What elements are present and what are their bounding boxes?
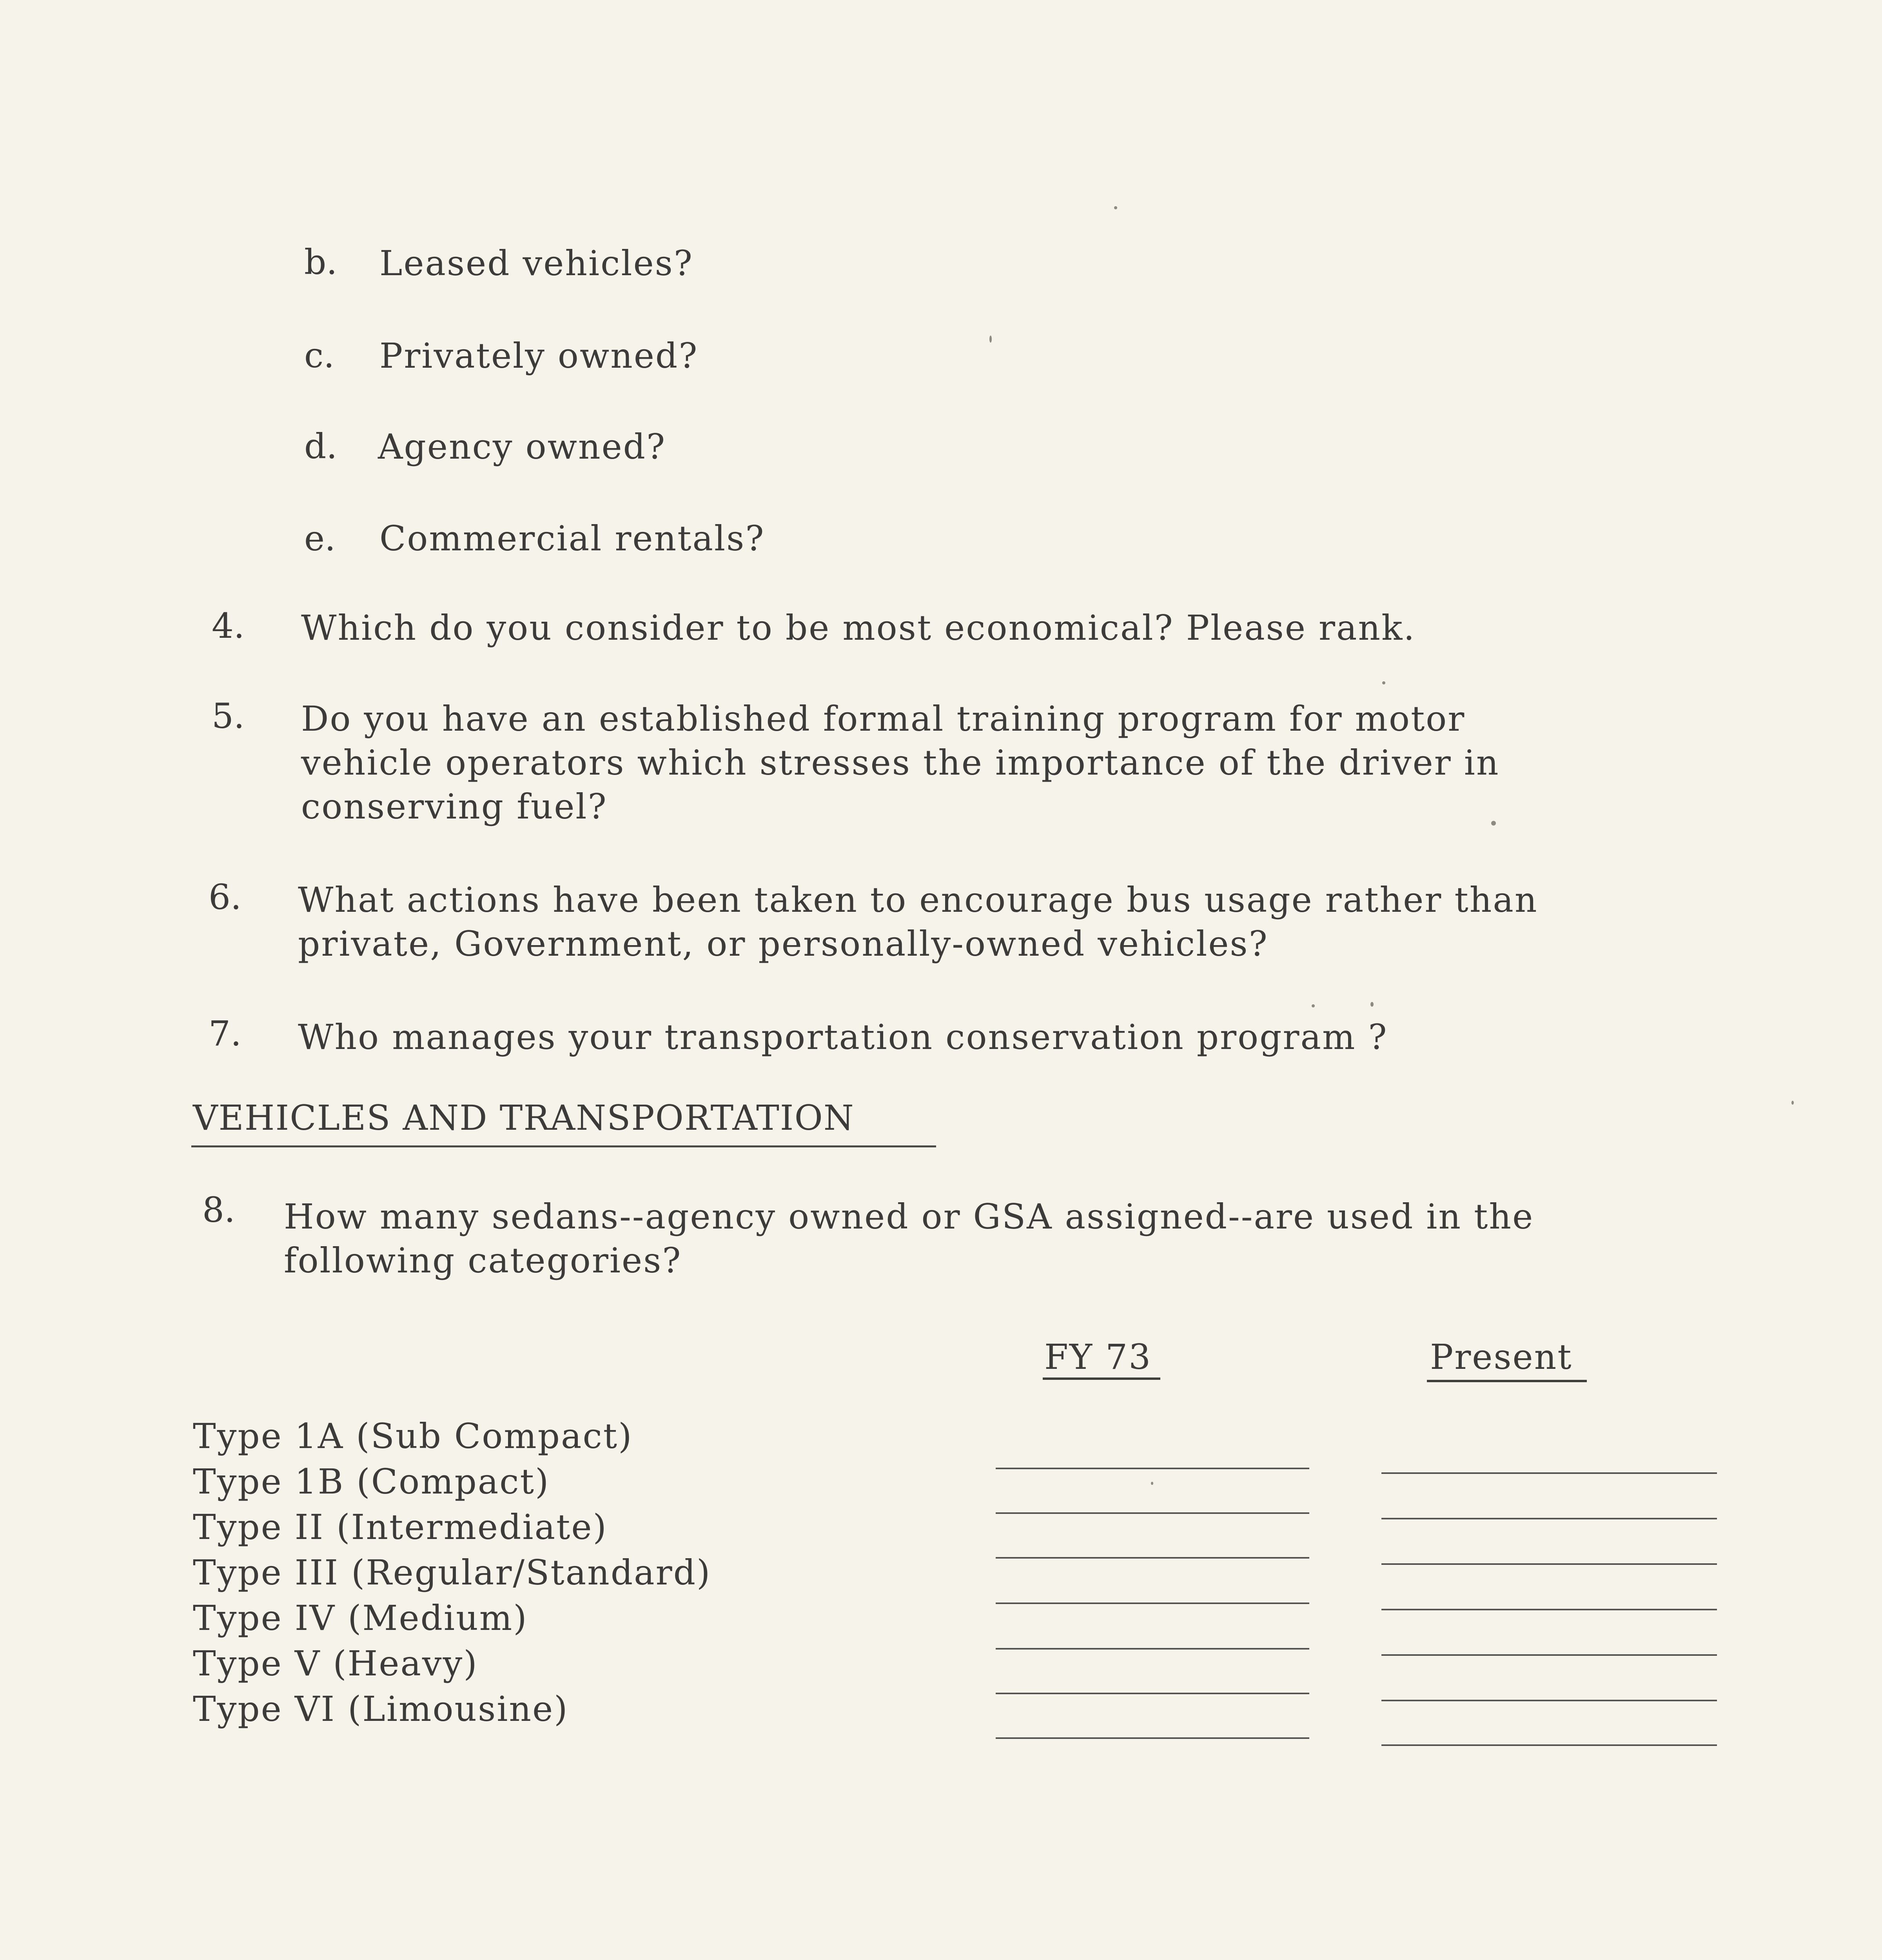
fy73-blank-line — [996, 1693, 1309, 1694]
question-8-text — [284, 1195, 1534, 1283]
question-5-number: 5. — [212, 696, 245, 736]
question-6-number: 6. — [209, 877, 241, 917]
question-4-text — [301, 606, 1416, 650]
row-label-type-ii: Type II (Intermediate) — [193, 1507, 608, 1547]
present-blank-line — [1381, 1700, 1717, 1701]
question-5-line-1: Do you have an established formal training program for motor — [301, 699, 1466, 739]
present-blank-line — [1381, 1472, 1717, 1474]
question-5-line-3: conserving fuel? — [301, 786, 608, 827]
present-blank-line — [1381, 1609, 1717, 1610]
paper-speck — [1312, 1004, 1315, 1007]
question-4-number: 4. — [212, 606, 245, 646]
question-6-line-1: What actions have been taken to encourage bus usage rather than — [298, 880, 1538, 920]
paper-speck — [1382, 681, 1385, 684]
sub-item-text-c: Privately owned? — [379, 336, 699, 376]
fy73-blank-line — [996, 1557, 1309, 1559]
fy73-blank-line — [996, 1512, 1309, 1514]
question-6-text — [298, 878, 1538, 966]
present-blank-line — [1381, 1654, 1717, 1656]
row-label-type-iv: Type IV (Medium) — [193, 1598, 528, 1638]
row-label-type-vi: Type VI (Limousine) — [193, 1689, 569, 1729]
column-heading-present: Present — [1430, 1337, 1573, 1377]
sub-item-letter-c: c. — [304, 335, 335, 376]
paper-speck — [1114, 206, 1117, 209]
fy73-blank-line — [996, 1602, 1309, 1604]
row-label-type-1b: Type 1B (Compact) — [193, 1461, 550, 1502]
section-heading-underline — [191, 1145, 936, 1147]
sub-item-text-b: Leased vehicles? — [379, 243, 693, 283]
question-4-line: Which do you consider to be most economical? Please rank. — [301, 608, 1416, 648]
column-heading-fy73: FY 73 — [1044, 1337, 1152, 1377]
column-heading-present-underline — [1427, 1380, 1587, 1382]
section-heading: VEHICLES AND TRANSPORTATION — [193, 1098, 855, 1138]
sub-item-text-d: Agency owned? — [378, 426, 666, 467]
question-8-number: 8. — [202, 1190, 235, 1230]
question-8-line-1: How many sedans--agency owned or GSA assigned--are used in the — [284, 1196, 1534, 1237]
column-heading-fy73-underline — [1043, 1377, 1160, 1380]
sub-item-letter-b: b. — [304, 242, 338, 282]
present-blank-line — [1381, 1563, 1717, 1565]
paper-speck — [1151, 1482, 1153, 1485]
fy73-blank-line — [996, 1648, 1309, 1650]
row-label-type-v: Type V (Heavy) — [193, 1643, 478, 1684]
question-7-text — [298, 1015, 1388, 1059]
sub-item-text-e: Commercial rentals? — [379, 518, 765, 559]
question-7-line: Who manages your transportation conservation program ? — [298, 1017, 1388, 1057]
paper-speck — [989, 336, 992, 343]
fy73-blank-line — [996, 1468, 1309, 1469]
paper-speck — [1491, 821, 1496, 826]
question-5-line-2: vehicle operators which stresses the importance of the driver in — [301, 742, 1500, 783]
sub-item-letter-d: d. — [304, 426, 338, 466]
row-label-type-iii: Type III (Regular/Standard) — [193, 1552, 711, 1593]
question-7-number: 7. — [209, 1013, 241, 1054]
paper-speck — [1370, 1002, 1374, 1007]
question-5-text — [301, 697, 1500, 829]
paper-speck — [1791, 1101, 1794, 1105]
row-label-type-1a: Type 1A (Sub Compact) — [193, 1416, 633, 1456]
question-8-line-2: following categories? — [284, 1240, 682, 1281]
question-6-line-2: private, Government, or personally-owned vehicles? — [298, 924, 1269, 964]
present-blank-line — [1381, 1518, 1717, 1519]
sub-item-letter-e: e. — [304, 518, 336, 559]
present-blank-line — [1381, 1744, 1717, 1746]
fy73-blank-line — [996, 1737, 1309, 1739]
